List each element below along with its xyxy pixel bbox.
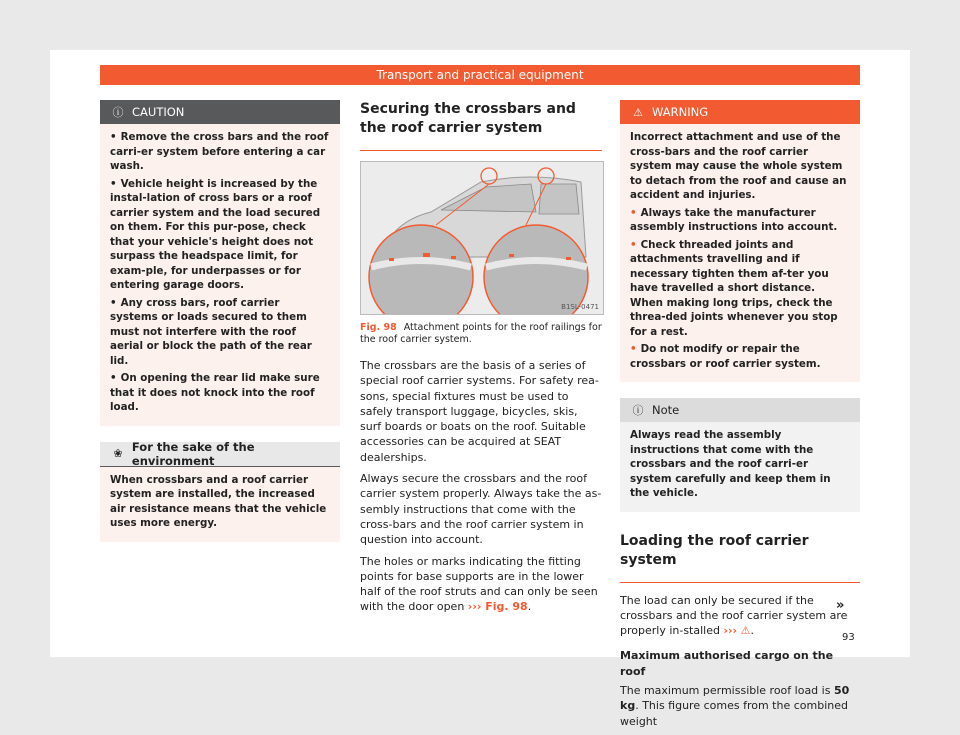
caution-header — [100, 100, 340, 124]
section2-paragraph: The load can only be secured if the crossbars and the roof carrier system are properly in-stalled ››› ⚠. — [620, 593, 848, 638]
section1-paragraph: The holes or marks indicating the fitting points for base supports are in the lower half of the roof struts and can only be seen with the door open ››› Fig. 98. — [360, 554, 598, 614]
page-number: 93 — [842, 632, 855, 643]
note-header — [620, 398, 860, 422]
warning-triangle-icon: ⚠ — [740, 624, 751, 638]
note-box — [620, 398, 860, 512]
caution-body — [100, 124, 340, 426]
section2-body — [620, 593, 860, 729]
warning-intro: Incorrect attachment and use of the cross-bars and the roof carrier system may cause the whole system to detach from the roof and cause an accident and injuries. — [630, 131, 847, 201]
caution-title: CAUTION — [132, 105, 185, 119]
car-roof-illustration — [361, 162, 603, 314]
subheading-max-cargo: Maximum authorised cargo on the roof — [620, 649, 834, 678]
warning-triangle-icon: ⚠ — [633, 105, 643, 119]
warning-title: WARNING — [652, 105, 709, 119]
column-middle — [360, 100, 602, 621]
environment-box — [100, 439, 340, 542]
chapter-header: Transport and practical equipment — [100, 65, 860, 85]
leaf-icon: ❀ — [113, 447, 123, 460]
warning-item: • Check threaded joints and attachments travelling and if necessary tighten them af-ter you have travelled a short distance. When making long trips, check the threa-ded joints whenever you stop for a rest. — [630, 238, 850, 340]
section1-paragraph: Always secure the crossbars and the roof carrier system properly. Always take the as-sembly instructions that come with the cross-bars and the roof carrier system in question into account. — [360, 472, 602, 547]
environment-title: For the sake of the environment — [131, 439, 255, 468]
warning-box — [620, 100, 860, 382]
figure-98 — [360, 161, 604, 315]
note-text: Always read the assembly instructions that come with the crossbars and the roof carri-er system carefully and keep them in the vehicle. — [630, 429, 831, 499]
warning-body — [620, 124, 860, 382]
warning-header — [620, 100, 860, 124]
note-title: Note — [652, 403, 680, 417]
section2-title: Loading the roof carrier system — [620, 532, 809, 568]
caution-item: • On opening the rear lid make sure that it does not knock into the roof load. — [110, 371, 330, 415]
warning-item: • Do not modify or repair the crossbars or roof carrier system. — [630, 342, 850, 371]
continue-arrow: » — [836, 598, 845, 613]
section1-body — [360, 358, 602, 615]
info-circle-icon: ⓘ — [112, 106, 124, 119]
caution-item: • Remove the cross bars and the roof carri-er system before entering a car wash. — [110, 130, 330, 174]
note-icon: ⓘ — [632, 404, 644, 417]
caution-item: • Any cross bars, roof carrier systems or loads secured to them must not interfere with the roof aerial or block the path of the rear lid. — [110, 296, 330, 369]
section1-paragraph: The crossbars are the basis of a series of special roof carrier systems. For safety rea-sons, special fixtures must be used to safely transport luggage, bicycles, skis, surf boards or boats on the roof. Suitable accessories can be acquired at SEAT dealerships. — [360, 359, 599, 464]
figure-caption-text: Attachment points for the roof railings for the roof carrier system. — [360, 322, 602, 345]
section2-heading-wrap — [620, 532, 860, 583]
section1-heading-wrap — [360, 100, 602, 151]
figure-reference-link[interactable]: ››› Fig. 98 — [467, 600, 528, 614]
column-right — [620, 100, 860, 735]
section2-paragraph: The maximum permissible roof load is 50 kg. This figure comes from the combined weight — [620, 683, 850, 728]
max-load-value: 50 kg — [620, 683, 850, 713]
environment-header — [100, 439, 340, 468]
figure-label: Fig. 98 — [360, 322, 397, 333]
warning-item: • Always take the manufacturer assembly instructions into account. — [630, 206, 850, 235]
figure-caption — [360, 322, 602, 346]
column-left — [100, 100, 340, 558]
caution-item: • Vehicle height is increased by the instal-lation of cross bars or a roof carrier system and the load secured on them. For this pur-pose, check that your vehicle's height does not surpass the headspace limit, for exam-ple, for underpasses or for entering garage doors. — [110, 177, 330, 293]
caution-box — [100, 100, 340, 426]
note-body — [620, 422, 860, 512]
environment-text: When crossbars and a roof carrier system are installed, the increased air resistance means that the vehicle uses more energy. — [110, 473, 327, 529]
figure-code: B1SL-0471 — [561, 303, 599, 311]
warning-reference-link[interactable]: ››› — [723, 624, 738, 638]
section1-title: Securing the crossbars and the roof carrier system — [360, 101, 576, 136]
environment-body — [100, 467, 340, 542]
